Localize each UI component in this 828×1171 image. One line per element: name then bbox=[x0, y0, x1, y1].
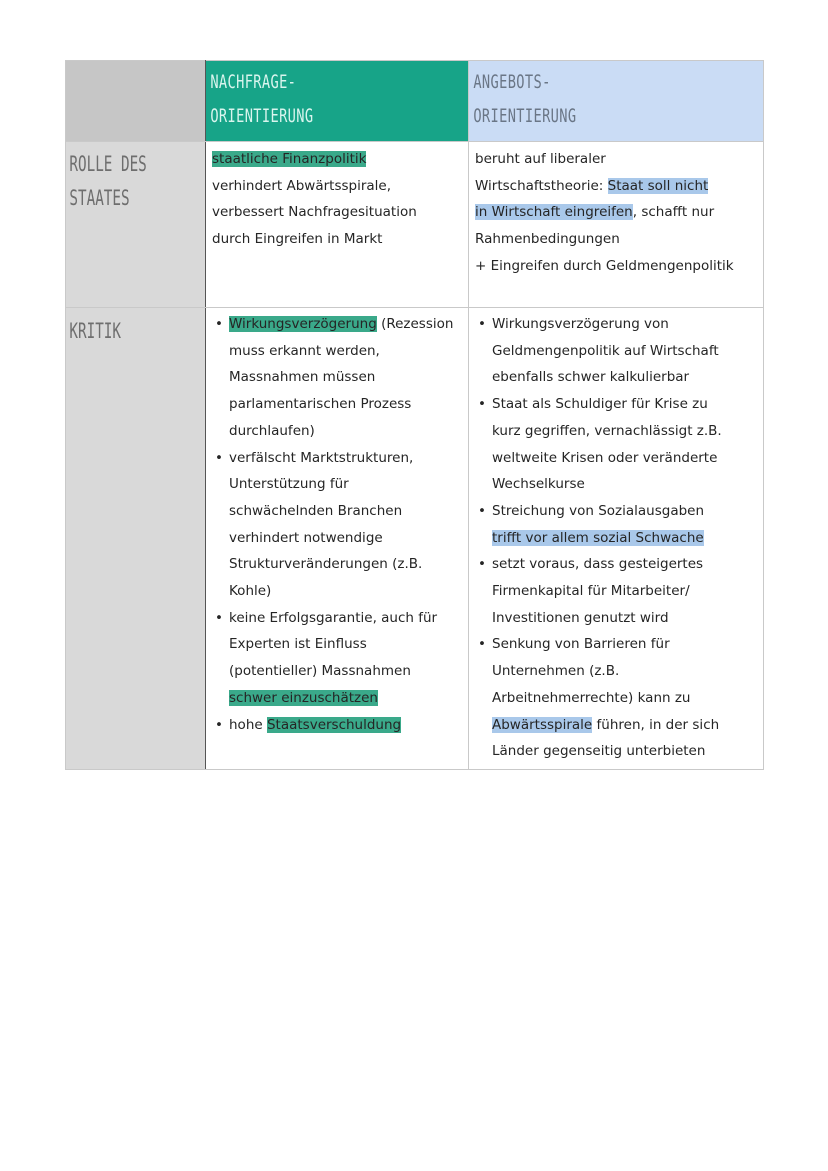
cell-kritik-nachfrage bbox=[206, 308, 469, 770]
list-item bbox=[475, 551, 757, 631]
highlight-in-wirtschaft-eingreifen: in Wirtschaft eingreifen bbox=[475, 204, 633, 221]
row-label-rolle-line2: STAATES bbox=[69, 186, 130, 210]
list-item bbox=[475, 631, 757, 765]
text-line: Rahmenbedingungen bbox=[475, 231, 620, 248]
list-item bbox=[475, 311, 757, 391]
row-rolle-des-staates bbox=[66, 142, 764, 308]
text-line: weltweite Krisen oder veränderte bbox=[492, 449, 718, 466]
text-line: Strukturveränderungen (z.B. bbox=[229, 556, 423, 573]
highlight-abwaertsspirale: Abwärtsspirale bbox=[492, 716, 593, 733]
highlight-staatsverschuldung: Staatsverschuldung bbox=[266, 716, 402, 733]
text-line: parlamentarischen Prozess bbox=[229, 396, 412, 413]
header-nachfrage bbox=[206, 61, 469, 142]
highlight-staat-soll-nicht: Staat soll nicht bbox=[607, 177, 709, 194]
text-line: schwächelnden Branchen bbox=[229, 502, 403, 519]
text-line: kurz gegriffen, vernachlässigt z.B. bbox=[492, 422, 722, 439]
header-angebot-line1: ANGEBOTS- bbox=[473, 71, 551, 93]
text-fragment: führen, in der sich bbox=[592, 716, 720, 733]
text-line: Arbeitnehmerrechte) kann zu bbox=[492, 689, 691, 706]
list-item bbox=[475, 498, 757, 551]
text-line: beruht auf liberaler bbox=[475, 151, 606, 167]
header-nachfrage-line1: NACHFRAGE- bbox=[210, 71, 297, 93]
text-line: durch Eingreifen in Markt bbox=[212, 231, 383, 248]
text-line: Experten ist Einfluss bbox=[229, 636, 367, 653]
text-line: Unterstützung für bbox=[229, 476, 349, 493]
text-line: + Eingreifen durch Geldmengenpolitik bbox=[475, 257, 734, 274]
text-line: muss erkannt werden, bbox=[229, 342, 380, 359]
list-item bbox=[212, 712, 462, 739]
text-line: Streichung von Sozialausgaben bbox=[492, 502, 705, 519]
highlight-wirkungsverzoegerung: Wirkungsverzögerung bbox=[229, 316, 377, 332]
text-fragment: (Rezession bbox=[376, 316, 454, 332]
header-corner-cell bbox=[66, 61, 206, 142]
text-line: Wechselkurse bbox=[492, 476, 585, 493]
list-item bbox=[475, 391, 757, 498]
row-label-kritik bbox=[66, 308, 206, 770]
list-item bbox=[212, 445, 462, 605]
bullet-icon: • bbox=[478, 502, 486, 519]
text-line: Massnahmen müssen bbox=[229, 369, 376, 386]
bullet-icon: • bbox=[215, 716, 223, 733]
bullet-icon: • bbox=[215, 316, 223, 332]
text-line: Firmenkapital für Mitarbeiter/ bbox=[492, 583, 690, 600]
cell-kritik-angebot bbox=[469, 308, 764, 770]
text-line: Kohle) bbox=[229, 583, 272, 600]
text-line: Geldmengenpolitik auf Wirtschaft bbox=[492, 342, 719, 359]
row-label-kritik-line1: KRITIK bbox=[69, 319, 121, 343]
text-line: verhindert notwendige bbox=[229, 529, 383, 546]
text-line: verhindert Abwärtsspirale, bbox=[212, 177, 392, 194]
text-line: durchlaufen) bbox=[229, 422, 315, 439]
text-line: Investitionen genutzt wird bbox=[492, 609, 669, 626]
row-kritik bbox=[66, 308, 764, 770]
highlight-schwer-einzuschaetzen: schwer einzuschätzen bbox=[229, 689, 378, 706]
bullet-icon: • bbox=[478, 316, 486, 332]
kritik-nachfrage-list bbox=[212, 311, 462, 738]
text-line: Wirkungsverzögerung von bbox=[492, 316, 669, 332]
text-line: keine Erfolgsgarantie, auch für bbox=[229, 609, 438, 626]
text-line: setzt voraus, dass gesteigertes bbox=[492, 556, 704, 573]
text-line: Staat als Schuldiger für Krise zu bbox=[492, 396, 708, 413]
row-label-rolle-line1: ROLLE DES bbox=[69, 152, 147, 176]
text-line: Länder gegenseitig unterbieten bbox=[492, 743, 706, 760]
header-nachfrage-line2: ORIENTIERUNG bbox=[210, 105, 314, 127]
cell-rolle-angebot bbox=[469, 142, 764, 308]
text-line: (potentieller) Massnahmen bbox=[229, 663, 411, 680]
bullet-icon: • bbox=[478, 636, 486, 653]
text-line: Unternehmen (z.B. bbox=[492, 663, 620, 680]
text-line: verfälscht Marktstrukturen, bbox=[229, 449, 414, 466]
bullet-icon: • bbox=[215, 449, 223, 466]
header-angebot-line2: ORIENTIERUNG bbox=[473, 105, 577, 127]
highlight-sozial-schwache: trifft vor allem sozial Schwache bbox=[492, 529, 704, 546]
comparison-sheet bbox=[65, 60, 763, 770]
kritik-angebot-list bbox=[475, 311, 757, 765]
text-line: Senkung von Barrieren für bbox=[492, 636, 670, 653]
text-fragment: Wirtschaftstheorie: bbox=[475, 177, 608, 194]
bullet-icon: • bbox=[478, 556, 486, 573]
text-line: verbessert Nachfragesituation bbox=[212, 204, 417, 221]
header-row bbox=[66, 61, 764, 142]
row-label-rolle bbox=[66, 142, 206, 308]
cell-rolle-nachfrage bbox=[206, 142, 469, 308]
highlight-finanzpolitik: staatliche Finanzpolitik bbox=[212, 151, 367, 167]
text-fragment: hohe bbox=[229, 716, 267, 733]
bullet-icon: • bbox=[478, 396, 486, 413]
text-line: ebenfalls schwer kalkulierbar bbox=[492, 369, 690, 386]
header-angebot bbox=[469, 61, 764, 142]
list-item bbox=[212, 311, 462, 445]
list-item bbox=[212, 605, 462, 712]
bullet-icon: • bbox=[215, 609, 223, 626]
comparison-table bbox=[65, 60, 764, 770]
text-fragment: , schafft nur bbox=[632, 204, 715, 221]
